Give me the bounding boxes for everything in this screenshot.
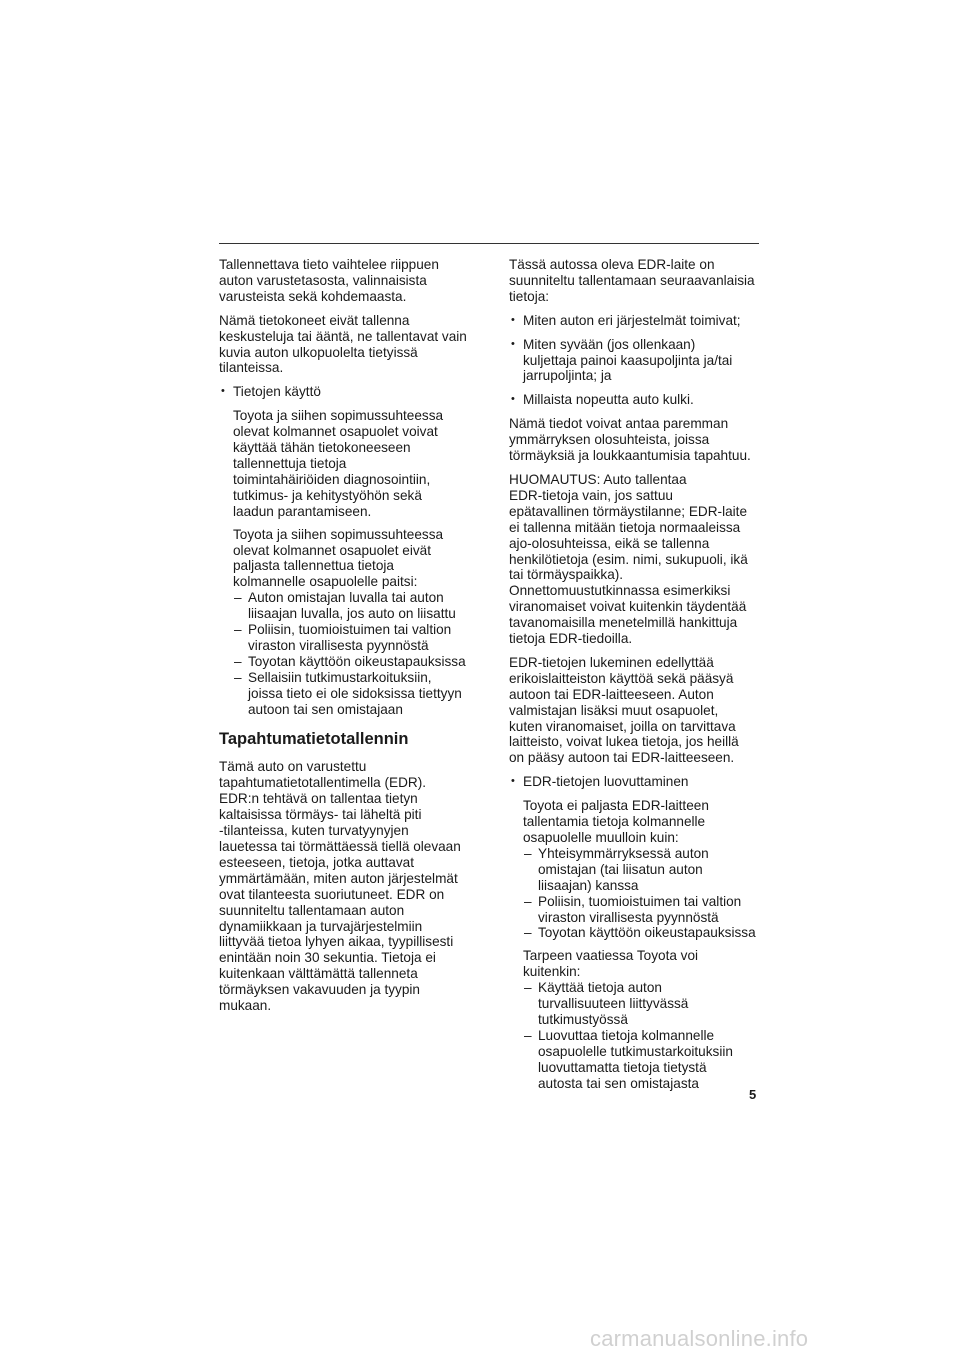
left-dash-list [219,590,481,717]
bullet-edr-luovuttaminen: • EDR-tietojen luovuttaminen [509,774,761,790]
right-paragraph-2: Nämä tiedot voivat antaa paremman ymmärryksen olosuhteista, joissa törmäyksiä ja loukkaantumisia tapahtuu. [509,416,751,464]
left-indent-1: Toyota ja siihen sopimussuhteessa olevat kolmannet osapuolet voivat käyttää tähän tietokoneeseen tallennettuja tietoja toimintahäiriöiden diagnosointiin, tutkimus- ja kehitystyöhön sekä laadun parantamiseen. [233,408,444,519]
left-paragraph-2: Nämä tietokoneet eivät tallenna keskusteluja tai ääntä, ne tallentavat vain kuvia auton ulkopuolelta tietyissä tilanteissa. [219,312,467,376]
bullet-item: • Miten auton eri järjestelmät toimivat; [509,313,761,329]
left-indent-2: Toyota ja siihen sopimussuhteessa olevat kolmannet osapuolet eivät paljasta tallennettua tietoja kolmannelle osapuolelle paitsi: [233,526,444,590]
dash-item: – Toyotan käyttöön oikeustapauksissa [219,654,481,670]
dash-item: – Toyotan käyttöön oikeustapauksissa [509,925,761,941]
header-rule [219,243,759,244]
right-paragraph-3: HUOMAUTUS: Auto tallentaa EDR-tietoja vain, jos sattuu epätavallinen törmäystilanne; EDR-laite ei tallenna mitään tietoja normaaleissa ajo-olosuhteissa, eikä se tallenna henkilötietoja (esim. nimi, sukupuoli, ikä tai törmäyspaikka). Onnettomuustutkinnassa esimerkiksi viranomaiset voivat kuitenkin täydentää tavanomaisilla menetelmillä hankittuja tietoja EDR-tiedoilla. [509,471,748,647]
page-number: 5 [749,1087,757,1102]
bullet-item: • Millaista nopeutta auto kulki. [509,392,761,408]
right-dash-list-1 [509,846,761,941]
left-paragraph-1: Tallennettava tieto vaihtelee riippuen auton varustetasosta, valinnaisista varusteista sekä kohdemaasta. [219,257,439,304]
bullet-tietojen-kaytto: • Tietojen käyttö [219,384,481,400]
section-heading: Tapahtumatietotallennin [219,730,409,749]
left-paragraph-3: Tämä auto on varustettu tapahtumatietotallentimella (EDR). EDR:n tehtävä on tallentaa tietyn kaltaisissa törmäys- tai läheltä piti -tilanteissa, kuten turvatyynyjen lauetessa tai törmättäessä tiellä olevaan esteeseen, tietoja, jotka auttavat ymmärtämään, miten auton järjestelmät ovat tilanteesta suoriutuneet. EDR on suunniteltu tallentamaan auton dynamiikkaan ja turvajärjestelmiin liittyvää tietoa lyhyen aikaa, tyypillisesti enintään noin 30 sekuntia. Tietoja ei kuitenkaan välttämättä tallenneta törmäyksen vakavuuden ja tyypin mukaan. [219,759,461,1014]
dash-item: – Sellaisiin tutkimustarkoituksiin, joissa tieto ei ole sidoksissa tiettyyn autoon tai sen omistajaan [219,670,481,718]
right-indent-1: Toyota ei paljasta EDR-laitteen tallentamia tietoja kolmannelle osapuolelle muulloin kuin: [523,798,709,845]
dash-item: – Poliisin, tuomioistuimen tai valtion viraston virallisesta pyynnöstä [219,622,481,654]
right-paragraph-4: EDR-tietojen lukeminen edellyttää erikoislaitteiston käyttöä sekä pääsyä autoon tai EDR-laitteeseen. Auton valmistajan lisäksi muut osapuolet, kuten viranomaiset, joilla on tarvittava laitteisto, voivat lukea tietoja, jos heillä on pääsy autoon tai EDR-laitteeseen. [509,654,739,766]
dash-item: – Käyttää tietoja auton turvallisuuteen liittyvässä tutkimustyössä [509,980,761,1028]
watermark-text: carmanualsonline.info [590,1326,809,1351]
left-column [219,257,481,1022]
bullet-item: • Miten syvään (jos ollenkaan) kuljettaja painoi kaasupoljinta ja/tai jarrupoljinta; ja [509,337,761,385]
right-column [509,257,761,1099]
dash-item: – Auton omistajan luvalla tai auton liisaajan luvalla, jos auto on liisattu [219,590,481,622]
right-paragraph-1: Tässä autossa oleva EDR-laite on suunniteltu tallentamaan seuraavanlaisia tietoja: [509,257,755,304]
dash-item: – Yhteisymmärryksessä auton omistajan (tai liisatun auton liisaajan) kanssa [509,846,761,894]
right-indent-2: Tarpeen vaatiessa Toyota voi kuitenkin: [523,948,699,980]
right-dash-list-2 [509,980,761,1091]
dash-item: – Poliisin, tuomioistuimen tai valtion viraston virallisesta pyynnöstä [509,894,761,926]
dash-item: – Luovuttaa tietoja kolmannelle osapuolelle tutkimustarkoituksiin luovuttamatta tietoja tietystä autosta tai sen omistajasta [509,1028,761,1092]
